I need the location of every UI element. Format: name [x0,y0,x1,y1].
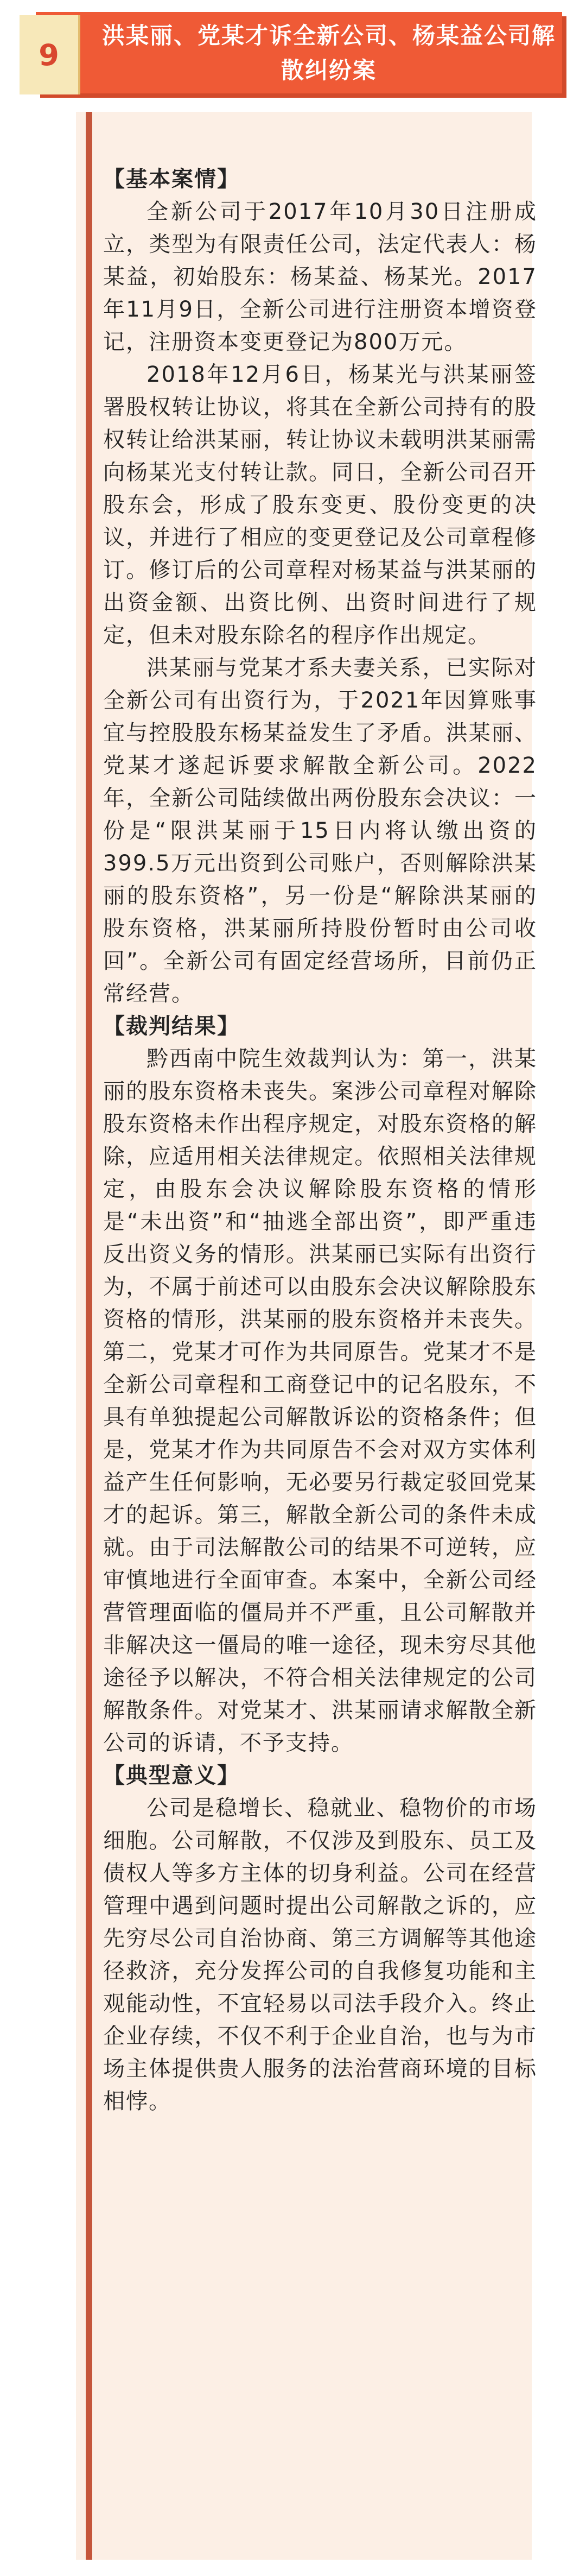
section-title-judgment: 【裁判结果】 [103,1014,240,1039]
basic-paragraph-2: 2018年12月6日，杨某光与洪某丽签署股权转让协议，将其在全新公司持有的股权转让给洪某丽，转让协议未载明洪某丽需向杨某光支付转让款。同日，全新公司召开股东会，形成了股东变更、股份变更的决议，并进行了相应的变更登记及公司章程修订。修订后的公司章程对杨某益与洪某丽的出资金额、出资比例、出资时间进行了规定，但未对股东除名的程序作出规定。 [103,362,537,648]
basic-paragraph-1: 全新公司于2017年10月30日注册成立，类型为有限责任公司，法定代表人：杨某益，初始股东：杨某益、杨某光。2017年11月9日，全新公司进行注册资本增资登记，注册资本变更登记为800万元。 [103,199,537,355]
decorative-side-bar [86,112,92,2560]
case-header [20,12,566,98]
case-title: 洪某丽、党某才诉全新公司、杨某益公司解散纠纷案 [101,22,556,84]
judgment-paragraph-1: 黔西南中院生效裁判认为：第一，洪某丽的股东资格未丧失。案涉公司章程对解除股东资格未作出程序规定，对股东资格的解除，应适用相关法律规定。依照相关法律规定，由股东会决议解除股东资格的情形是“未出资”和“抽逃全部出资”，即严重违反出资义务的情形。洪某丽已实际有出资行为，不属于前述可以由股东会决议解除股东资格的情形，洪某丽的股东资格并未丧失。第二，党某才可作为共同原告。党某才不是全新公司章程和工商登记中的记名股东，不具有单独提起公司解散诉讼的资格条件；但是，党某才作为共同原告不会对双方实体利益产生任何影响，无必要另行裁定驳回党某才的起诉。第三，解散全新公司的条件未成就。由于司法解散公司的结果不可逆转，应审慎地进行全面审查。本案中，全新公司经营管理面临的僵局并不严重，且公司解散并非解决这一僵局的唯一途径，现未穷尽其他途径予以解决，不符合相关法律规定的公司解散条件。对党某才、洪某丽请求解散全新公司的诉请，不予支持。 [103,1046,537,1756]
case-number-badge: 9 [20,15,80,94]
case-content [103,163,537,2118]
section-title-significance: 【典型意义】 [103,1763,240,1788]
basic-paragraph-3: 洪某丽与党某才系夫妻关系，已实际对全新公司有出资行为，于2021年因算账事宜与控股股东杨某益发生了矛盾。洪某丽、党某才遂起诉要求解散全新公司。2022年，全新公司陆续做出两份股东会决议：一份是“限洪某丽于15日内将认缴出资的399.5万元出资到公司账户，否则解除洪某丽的股东资格”，另一份是“解除洪某丽的股东资格，洪某丽所持股份暂时由公司收回”。全新公司有固定经营场所，目前仍正常经营。 [103,655,537,1006]
significance-paragraph-1: 公司是稳增长、稳就业、稳物价的市场细胞。公司解散，不仅涉及到股东、员工及债权人等多方主体的切身利益。公司在经营管理中遇到问题时提出公司解散之诉的，应先穷尽公司自治协商、第三方调解等其他途径救济，充分发挥公司的自我修复功能和主观能动性，不宜轻易以司法手段介入。终止企业存续，不仅不利于企业自治，也与为市场主体提供贵人服务的法治营商环境的目标相悖。 [103,1796,537,2114]
section-title-basic: 【基本案情】 [103,167,240,192]
